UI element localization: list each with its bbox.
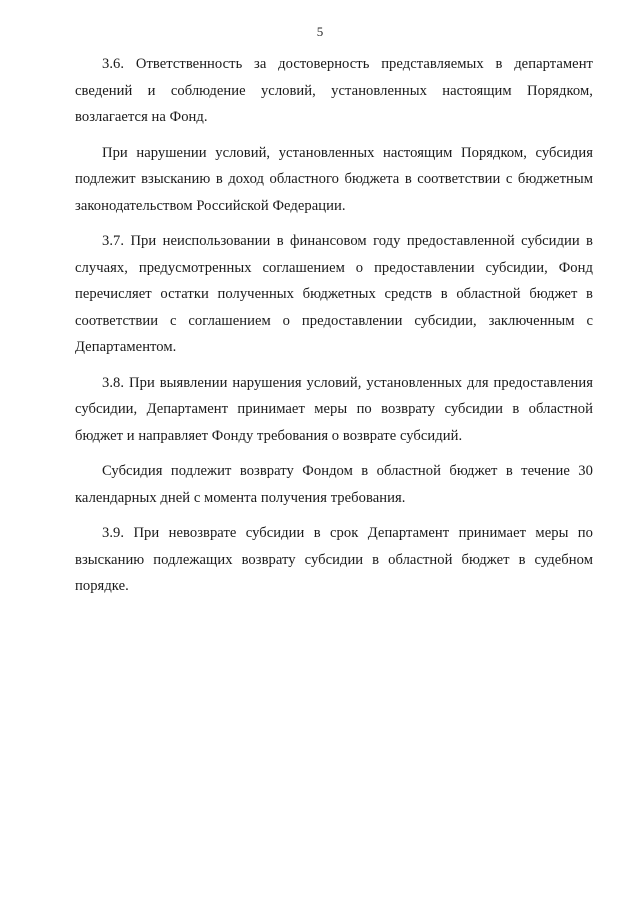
paragraph-3-8: 3.8. При выявлении нарушения условий, установленных для предоставления субсидии, Департамент принимает меры по возврату субсидии в областной бюджет и направляет Фонду требования о возврате субсидий. xyxy=(75,374,593,444)
document-body xyxy=(75,51,593,609)
page-number: 5 xyxy=(316,24,324,39)
paragraph-violation-recovery: При нарушении условий, установленных настоящим Порядком, субсидия подлежит взысканию в доход областного бюджета в соответствии с бюджетным законодательством Российской Федерации. xyxy=(75,144,593,214)
paragraph-3-9: 3.9. При невозврате субсидии в срок Департамент принимает меры по взысканию подлежащих возврату субсидии в областной бюджет в судебном порядке. xyxy=(75,525,593,594)
paragraph-3-6: 3.6. Ответственность за достоверность представляемых в департамент сведений и соблюдение условий, установленных настоящим Порядком, возлагается на Фонд. xyxy=(75,56,593,125)
paragraph-return-deadline: Субсидия подлежит возврату Фондом в областной бюджет в течение 30 календарных дней с момента получения требования. xyxy=(75,463,593,506)
paragraph-3-7: 3.7. При неиспользовании в финансовом году предоставленной субсидии в случаях, предусмотренных соглашением о предоставлении субсидии, Фонд перечисляет остатки полученных бюджетных средств в областной бюджет в соответствии с соглашением о предоставлении субсидии, заключенным с Департаментом. xyxy=(75,233,593,355)
